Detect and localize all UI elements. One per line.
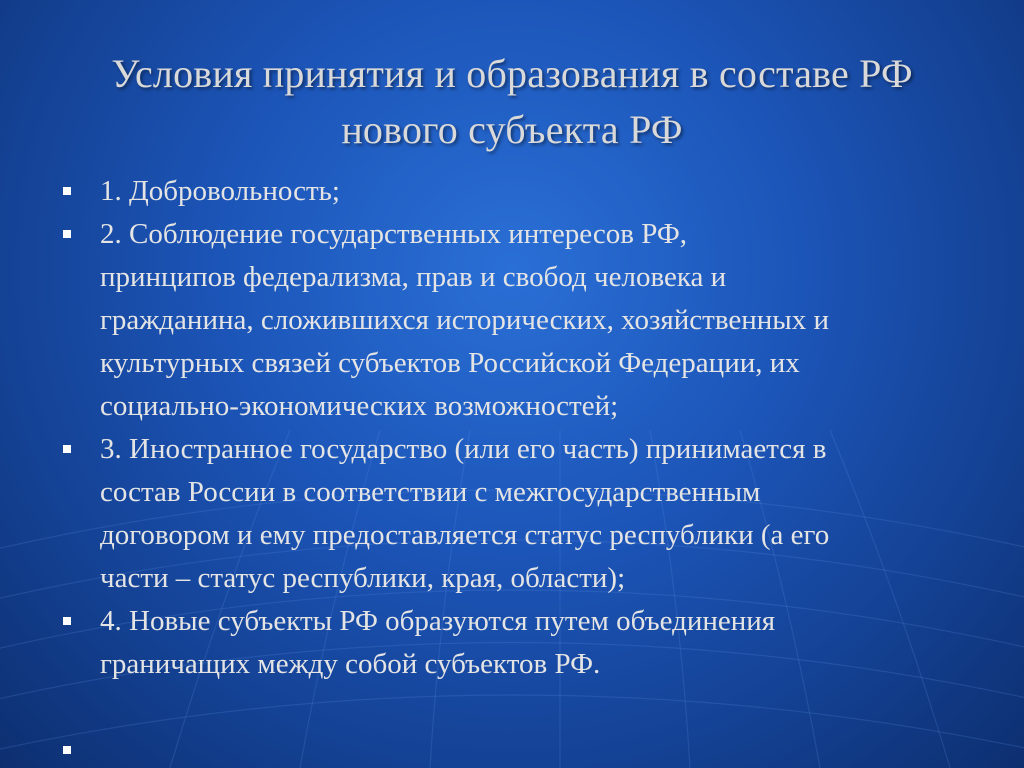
bullet-text: 3. Иностранное государство (или его часть) принимается в (100, 433, 827, 465)
square-bullet-icon (63, 187, 71, 195)
bullet-text: граничащих между собой субъектов РФ. (100, 648, 601, 680)
slide-title-line-1: Условия принятия и образования в составе РФ (111, 51, 913, 96)
square-bullet-icon (63, 746, 71, 754)
bullet-text: социально-экономических возможностей; (100, 390, 619, 422)
square-bullet-icon (63, 445, 71, 453)
bullet-item-4 (60, 600, 976, 686)
bullet-item-2 (60, 213, 976, 428)
slide-title-line-2: нового субъекта РФ (341, 107, 683, 152)
bullet-item-3 (60, 428, 976, 600)
bullet-text: договором и ему предоставляется статус республики (а его (100, 519, 830, 551)
square-bullet-icon (63, 230, 71, 238)
bullet-text: состав России в соответствии с межгосударственным (100, 476, 761, 508)
bullet-text: 1. Добровольность; (100, 175, 340, 207)
bullet-text: гражданина, сложившихся исторических, хозяйственных и (100, 304, 830, 336)
slide-title (60, 46, 964, 158)
bullet-text: культурных связей субъектов Российской Федерации, их (100, 347, 800, 379)
bullet-text: части – статус республики, края, области); (100, 562, 626, 594)
square-bullet-icon (63, 617, 71, 625)
bullet-list (60, 170, 976, 729)
bullet-text: 4. Новые субъекты РФ образуются путем объединения (100, 605, 776, 637)
bullet-text: 2. Соблюдение государственных интересов РФ, (100, 218, 688, 250)
bullet-item-1 (60, 170, 976, 213)
bullet-text: принципов федерализма, прав и свобод человека и (100, 261, 727, 293)
